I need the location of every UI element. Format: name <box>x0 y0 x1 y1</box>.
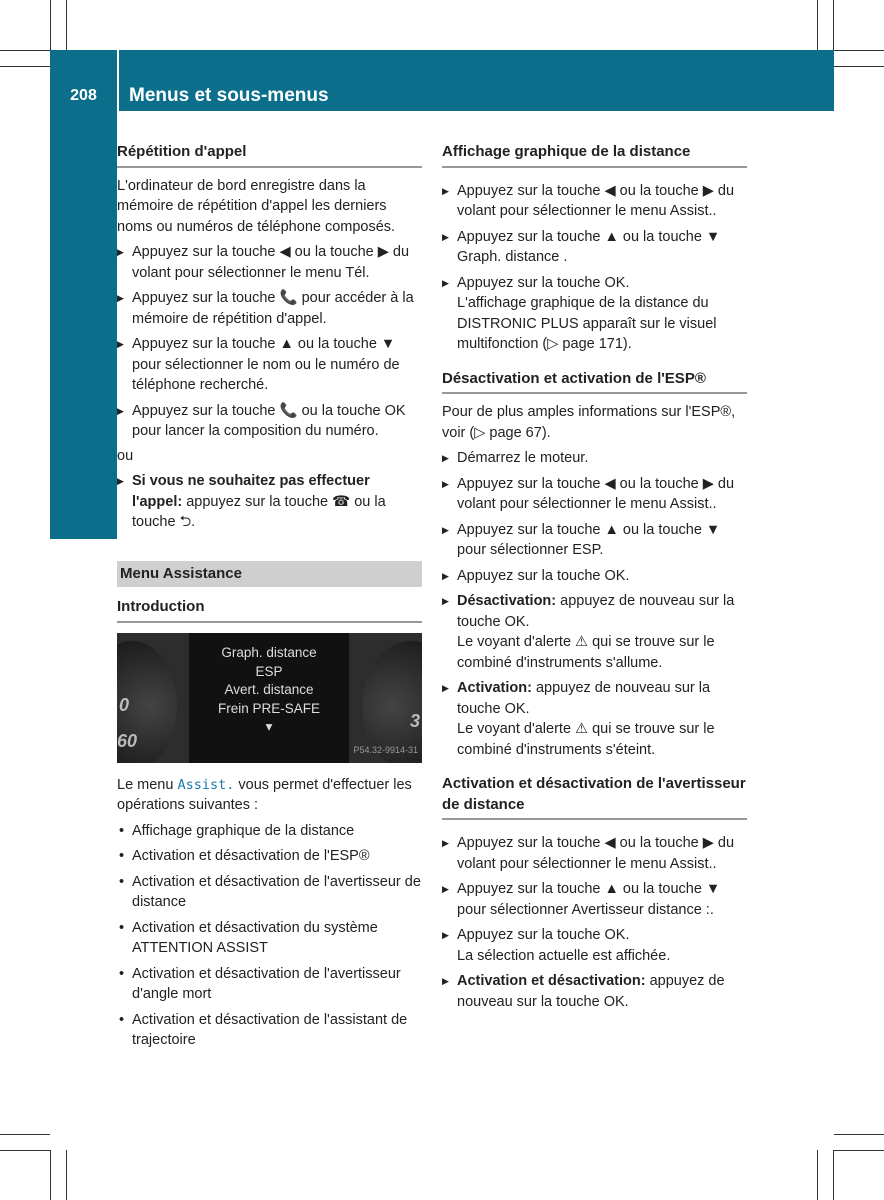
step-text: appuyez sur la touche ☎ ou la touche ⮌. <box>132 493 386 530</box>
instruction-step: ▶ Appuyez sur la touche ◀ ou la touche ▶ du volant pour sélectionner le menu Assist.. <box>442 181 747 222</box>
instruction-step: ▶ Démarrez le moteur. <box>442 448 747 469</box>
section-heading: Introduction <box>117 595 422 623</box>
side-tab-title: Ordinateur de bord et affichages <box>81 162 104 488</box>
crop-mark <box>834 66 884 67</box>
right-column <box>442 140 747 1012</box>
step-result: La sélection actuelle est affichée. <box>457 947 671 964</box>
section-heading: Affichage graphique de la distance <box>442 140 747 168</box>
instruction-step <box>442 678 747 719</box>
step-text: appuyez de nouveau sur la touche OK. <box>457 680 711 717</box>
step-emphasis: Si vous ne souhaitez pas effectuer l'appel: <box>132 473 370 510</box>
instruction-step: ▶ Appuyez sur la touche OK. <box>442 566 747 587</box>
step-emphasis: Désactivation: <box>457 593 557 609</box>
page-number: 208 <box>70 87 97 104</box>
instruction-step <box>442 591 747 632</box>
list-item: • Activation et désactivation de l'assistant de trajectoire <box>117 1010 422 1051</box>
instruction-step <box>442 971 747 1012</box>
crop-mark <box>0 66 50 67</box>
paragraph: L'ordinateur de bord enregistre dans la mémoire de répétition d'appel les derniers noms ou numéros de téléphone composés. <box>117 177 396 235</box>
display-menu-item: Frein PRE-SAFE <box>217 700 321 716</box>
step-text: appuyez de nouveau sur la touche OK. <box>457 973 725 1010</box>
display-menu-item: Avert. distance <box>224 681 314 697</box>
instruction-step: ▶ Appuyez sur la touche ◀ ou la touche ▶ du volant pour sélectionner le menu Assist.. <box>442 474 747 515</box>
crop-mark <box>833 1150 834 1200</box>
instruction-step: ▶ Appuyez sur la touche OK. <box>442 273 747 294</box>
crop-mark <box>817 1150 818 1200</box>
crop-mark <box>0 50 50 51</box>
gauge-number: 3 <box>409 710 420 731</box>
list-item: • Activation et désactivation de l'ESP® <box>117 846 422 867</box>
crop-mark <box>833 0 834 50</box>
gauge-number: 0 <box>119 694 130 715</box>
list-item: • Activation et désactivation de l'avertisseur de distance <box>117 872 422 913</box>
crop-mark <box>834 1134 884 1135</box>
instruction-step <box>117 471 422 533</box>
step-result: L'affichage graphique de la distance du DISTRONIC PLUS apparaît sur le visuel multifonction (▷ page 171). <box>457 295 717 352</box>
instruction-step: ▶ Appuyez sur la touche 📞 pour accéder à la mémoire de répétition d'appel. <box>117 288 422 329</box>
scroll-down-arrow-icon: ▾ <box>265 718 273 734</box>
gauge-number: 60 <box>117 730 138 751</box>
multifunction-display <box>189 633 349 763</box>
paragraph <box>117 775 422 816</box>
section-bar: Menu Assistance <box>117 561 422 588</box>
left-column <box>117 140 422 1051</box>
instruction-step: ▶ Appuyez sur la touche ▲ ou la touche ▼ pour sélectionner ESP. <box>442 520 747 561</box>
header-separator <box>117 50 119 111</box>
crop-mark <box>0 1150 50 1151</box>
step-text: appuyez de nouveau sur la touche OK. <box>457 593 735 630</box>
list-item: • Affichage graphique de la distance <box>117 821 422 842</box>
crop-mark <box>0 1134 50 1135</box>
display-text: Assist. <box>177 776 235 793</box>
instrument-cluster-figure <box>117 633 422 763</box>
text: vous permet d'effectuer les opérations suivantes : <box>117 776 412 813</box>
section-heading: Désactivation et activation de l'ESP® <box>442 367 747 395</box>
step-result: Le voyant d'alerte ⚠ qui se trouve sur le combiné d'instruments s'éteint. <box>457 721 715 758</box>
step-result: Le voyant d'alerte ⚠ qui se trouve sur le combiné d'instruments s'allume. <box>457 634 715 671</box>
section-heading: Répétition d'appel <box>117 140 422 168</box>
crop-mark <box>817 0 818 50</box>
instruction-step: ▶ Appuyez sur la touche 📞 ou la touche OK pour lancer la composition du numéro. <box>117 401 422 442</box>
figure-code: P54.32-9914-31 <box>353 745 418 755</box>
paragraph: ou <box>117 447 134 464</box>
list-item: • Activation et désactivation de l'avertisseur d'angle mort <box>117 964 422 1005</box>
instruction-step: ▶ Appuyez sur la touche ◀ ou la touche ▶ du volant pour sélectionner le menu Tél. <box>117 242 422 283</box>
section-heading: Activation et désactivation de l'avertisseur de distance <box>442 772 747 820</box>
display-menu-item: ESP <box>255 663 283 679</box>
list-item: • Activation et désactivation du système ATTENTION ASSIST <box>117 918 422 959</box>
crop-mark <box>834 50 884 51</box>
crop-mark <box>834 1150 884 1151</box>
step-emphasis: Activation et désactivation: <box>457 973 646 989</box>
text: Le menu <box>117 776 178 793</box>
instruction-step: ▶ Appuyez sur la touche ▲ ou la touche ▼ pour sélectionner le nom ou le numéro de téléphone recherché. <box>117 334 422 396</box>
crop-mark <box>66 1150 67 1200</box>
crop-mark <box>50 0 51 50</box>
instruction-step: ▶ Appuyez sur la touche ▲ ou la touche ▼ Graph. distance . <box>442 227 747 268</box>
instruction-step: ▶ Appuyez sur la touche ▲ ou la touche ▼ pour sélectionner Avertisseur distance :. <box>442 879 747 920</box>
paragraph: Pour de plus amples informations sur l'ESP®, voir (▷ page 67). <box>442 404 736 441</box>
instruction-step: ▶ Appuyez sur la touche ◀ ou la touche ▶ du volant pour sélectionner le menu Assist.. <box>442 833 747 874</box>
crop-mark <box>66 0 67 50</box>
page-title: Menus et sous-menus <box>129 85 329 106</box>
crop-mark <box>50 1150 51 1200</box>
display-menu-item: Graph. distance <box>221 644 317 660</box>
instruction-step: ▶ Appuyez sur la touche OK. <box>442 925 747 946</box>
step-emphasis: Activation: <box>457 680 532 696</box>
